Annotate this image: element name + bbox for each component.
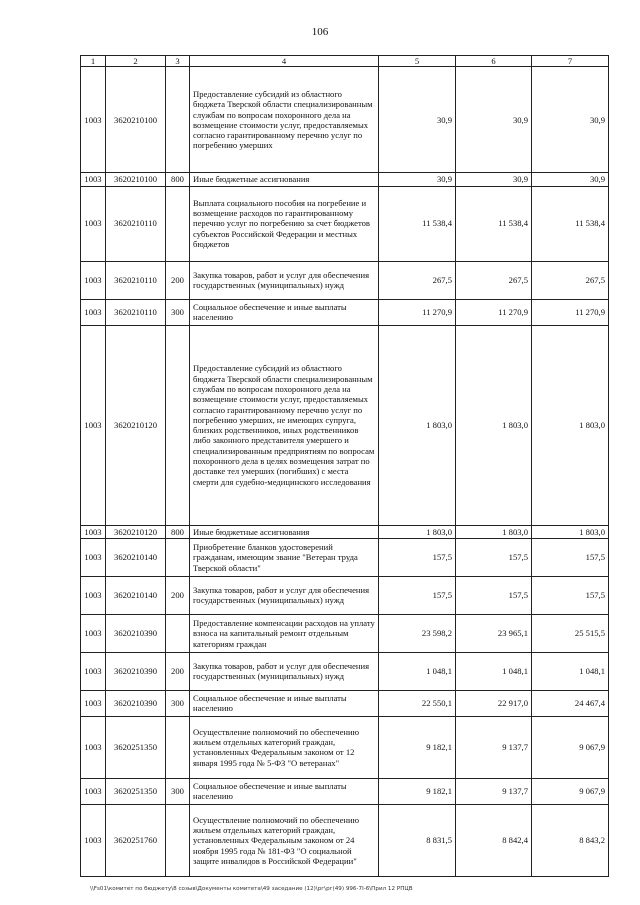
item-name: Социальное обеспечение и иные выплаты населению	[190, 690, 379, 716]
table-row	[81, 690, 609, 716]
table-row	[81, 525, 609, 538]
expense-type: 300	[166, 299, 190, 325]
amount-col5: 30,9	[379, 67, 456, 173]
amount-col7: 30,9	[532, 67, 609, 173]
expense-type	[166, 614, 190, 652]
section-code: 1003	[81, 261, 106, 299]
table-row	[81, 804, 609, 876]
amount-col5: 267,5	[379, 261, 456, 299]
expense-type	[166, 186, 190, 261]
header-row	[81, 56, 609, 67]
section-code: 1003	[81, 173, 106, 186]
item-name: Осуществление полномочий по обеспечению жильем отдельных категорий граждан, установленных Федеральным законом от 12 января 1995 года № 5-ФЗ "О ветеранах"	[190, 716, 379, 778]
expense-type	[166, 538, 190, 576]
table-row	[81, 173, 609, 186]
amount-col5: 1 803,0	[379, 325, 456, 525]
amount-col7: 25 515,5	[532, 614, 609, 652]
section-code: 1003	[81, 614, 106, 652]
amount-col6: 30,9	[456, 173, 532, 186]
table-row	[81, 778, 609, 804]
section-code: 1003	[81, 652, 106, 690]
expense-type: 800	[166, 525, 190, 538]
section-code: 1003	[81, 778, 106, 804]
column-header-3: 3	[166, 56, 190, 67]
amount-col6: 1 803,0	[456, 525, 532, 538]
amount-col6: 23 965,1	[456, 614, 532, 652]
target-code: 3620210390	[106, 690, 166, 716]
table-row	[81, 299, 609, 325]
amount-col7: 8 843,2	[532, 804, 609, 876]
amount-col6: 9 137,7	[456, 778, 532, 804]
item-name: Приобретение бланков удостоверений гражданам, имеющим звание "Ветеран труда Тверской области"	[190, 538, 379, 576]
amount-col7: 11 270,9	[532, 299, 609, 325]
amount-col6: 157,5	[456, 538, 532, 576]
expense-type	[166, 67, 190, 173]
amount-col5: 30,9	[379, 173, 456, 186]
amount-col5: 1 048,1	[379, 652, 456, 690]
target-code: 3620210120	[106, 525, 166, 538]
item-name: Социальное обеспечение и иные выплаты населению	[190, 778, 379, 804]
amount-col5: 9 182,1	[379, 716, 456, 778]
target-code: 3620210390	[106, 614, 166, 652]
item-name: Предоставление субсидий из областного бюджета Тверской области специализированным службам по вопросам похоронного дела на возмещение стоимости услуг, предоставляемых согласно гарантированному перечню услуг по погребению умерших	[190, 67, 379, 173]
amount-col6: 1 048,1	[456, 652, 532, 690]
item-name: Осуществление полномочий по обеспечению жильем отдельных категорий граждан, установленных Федеральным законом от 24 ноября 1995 года № 181-ФЗ "О социальной защите инвалидов в Российской Федерации"	[190, 804, 379, 876]
amount-col7: 267,5	[532, 261, 609, 299]
column-header-1: 1	[81, 56, 106, 67]
amount-col7: 1 048,1	[532, 652, 609, 690]
amount-col5: 11 270,9	[379, 299, 456, 325]
amount-col5: 8 831,5	[379, 804, 456, 876]
table-row	[81, 186, 609, 261]
expense-type	[166, 325, 190, 525]
amount-col5: 157,5	[379, 576, 456, 614]
item-name: Иные бюджетные ассигнования	[190, 525, 379, 538]
table-row	[81, 325, 609, 525]
section-code: 1003	[81, 716, 106, 778]
file-path-footer: \\Fs01\комитет по бюджету\8 созыв\Документы комитета\49 заседание (12)\рг\рг(49) 996-7I-6\Прил 12 РПЦВ	[90, 886, 413, 892]
amount-col5: 22 550,1	[379, 690, 456, 716]
expense-type: 300	[166, 778, 190, 804]
column-header-4: 4	[190, 56, 379, 67]
target-code: 3620210390	[106, 652, 166, 690]
page-number: 106	[311, 26, 329, 38]
amount-col6: 22 917,0	[456, 690, 532, 716]
amount-col7: 30,9	[532, 173, 609, 186]
item-name: Закупка товаров, работ и услуг для обеспечения государственных (муниципальных) нужд	[190, 652, 379, 690]
section-code: 1003	[81, 690, 106, 716]
table-row	[81, 716, 609, 778]
target-code: 3620210140	[106, 538, 166, 576]
table-row	[81, 538, 609, 576]
target-code: 3620210140	[106, 576, 166, 614]
amount-col7: 1 803,0	[532, 325, 609, 525]
column-header-5: 5	[379, 56, 456, 67]
amount-col6: 8 842,4	[456, 804, 532, 876]
target-code: 3620251350	[106, 778, 166, 804]
target-code: 3620210100	[106, 67, 166, 173]
amount-col6: 9 137,7	[456, 716, 532, 778]
table-row	[81, 576, 609, 614]
amount-col6: 1 803,0	[456, 325, 532, 525]
amount-col6: 157,5	[456, 576, 532, 614]
amount-col7: 157,5	[532, 576, 609, 614]
amount-col5: 9 182,1	[379, 778, 456, 804]
expense-type: 200	[166, 576, 190, 614]
amount-col7: 11 538,4	[532, 186, 609, 261]
section-code: 1003	[81, 576, 106, 614]
section-code: 1003	[81, 325, 106, 525]
amount-col7: 24 467,4	[532, 690, 609, 716]
section-code: 1003	[81, 67, 106, 173]
amount-col5: 157,5	[379, 538, 456, 576]
item-name: Социальное обеспечение и иные выплаты населению	[190, 299, 379, 325]
amount-col5: 11 538,4	[379, 186, 456, 261]
column-header-6: 6	[456, 56, 532, 67]
target-code: 3620210110	[106, 261, 166, 299]
expense-type: 200	[166, 652, 190, 690]
target-code: 3620210120	[106, 325, 166, 525]
item-name: Закупка товаров, работ и услуг для обеспечения государственных (муниципальных) нужд	[190, 576, 379, 614]
table-row	[81, 652, 609, 690]
section-code: 1003	[81, 538, 106, 576]
section-code: 1003	[81, 804, 106, 876]
amount-col7: 157,5	[532, 538, 609, 576]
target-code: 3620251760	[106, 804, 166, 876]
amount-col6: 11 270,9	[456, 299, 532, 325]
section-code: 1003	[81, 525, 106, 538]
amount-col7: 9 067,9	[532, 778, 609, 804]
item-name: Иные бюджетные ассигнования	[190, 173, 379, 186]
amount-col5: 1 803,0	[379, 525, 456, 538]
table-row	[81, 67, 609, 173]
amount-col7: 9 067,9	[532, 716, 609, 778]
amount-col5: 23 598,2	[379, 614, 456, 652]
expense-type	[166, 804, 190, 876]
table-row	[81, 261, 609, 299]
item-name: Выплата социального пособия на погребение и возмещение расходов по гарантированному перечню услуг по погребению за счет бюджетов субъектов Российской Федерации и местных бюджетов	[190, 186, 379, 261]
amount-col6: 267,5	[456, 261, 532, 299]
item-name: Предоставление субсидий из областного бюджета Тверской области специализированным службам по вопросам похоронного дела на возмещение стоимости услуг, предоставляемых согласно гарантированному перечню услуг по погребению умерших, не имеющих супруга, близких родственников, иных родственников либо законного представителя умершего и специализированным предприятиям по вопросам похоронного дела в целях возмещения затрат по доставке тел умерших (погибших) с места смерти для судебно-медицинского исследования	[190, 325, 379, 525]
expense-type: 300	[166, 690, 190, 716]
target-code: 3620210100	[106, 173, 166, 186]
expense-type	[166, 716, 190, 778]
target-code: 3620210110	[106, 299, 166, 325]
section-code: 1003	[81, 186, 106, 261]
item-name: Закупка товаров, работ и услуг для обеспечения государственных (муниципальных) нужд	[190, 261, 379, 299]
column-header-7: 7	[532, 56, 609, 67]
expense-type: 800	[166, 173, 190, 186]
amount-col6: 30,9	[456, 67, 532, 173]
budget-table	[80, 55, 609, 877]
section-code: 1003	[81, 299, 106, 325]
column-header-2: 2	[106, 56, 166, 67]
item-name: Предоставление компенсации расходов на уплату взноса на капитальный ремонт отдельным категориям граждан	[190, 614, 379, 652]
amount-col7: 1 803,0	[532, 525, 609, 538]
target-code: 3620251350	[106, 716, 166, 778]
amount-col6: 11 538,4	[456, 186, 532, 261]
table-row	[81, 614, 609, 652]
target-code: 3620210110	[106, 186, 166, 261]
expense-type: 200	[166, 261, 190, 299]
